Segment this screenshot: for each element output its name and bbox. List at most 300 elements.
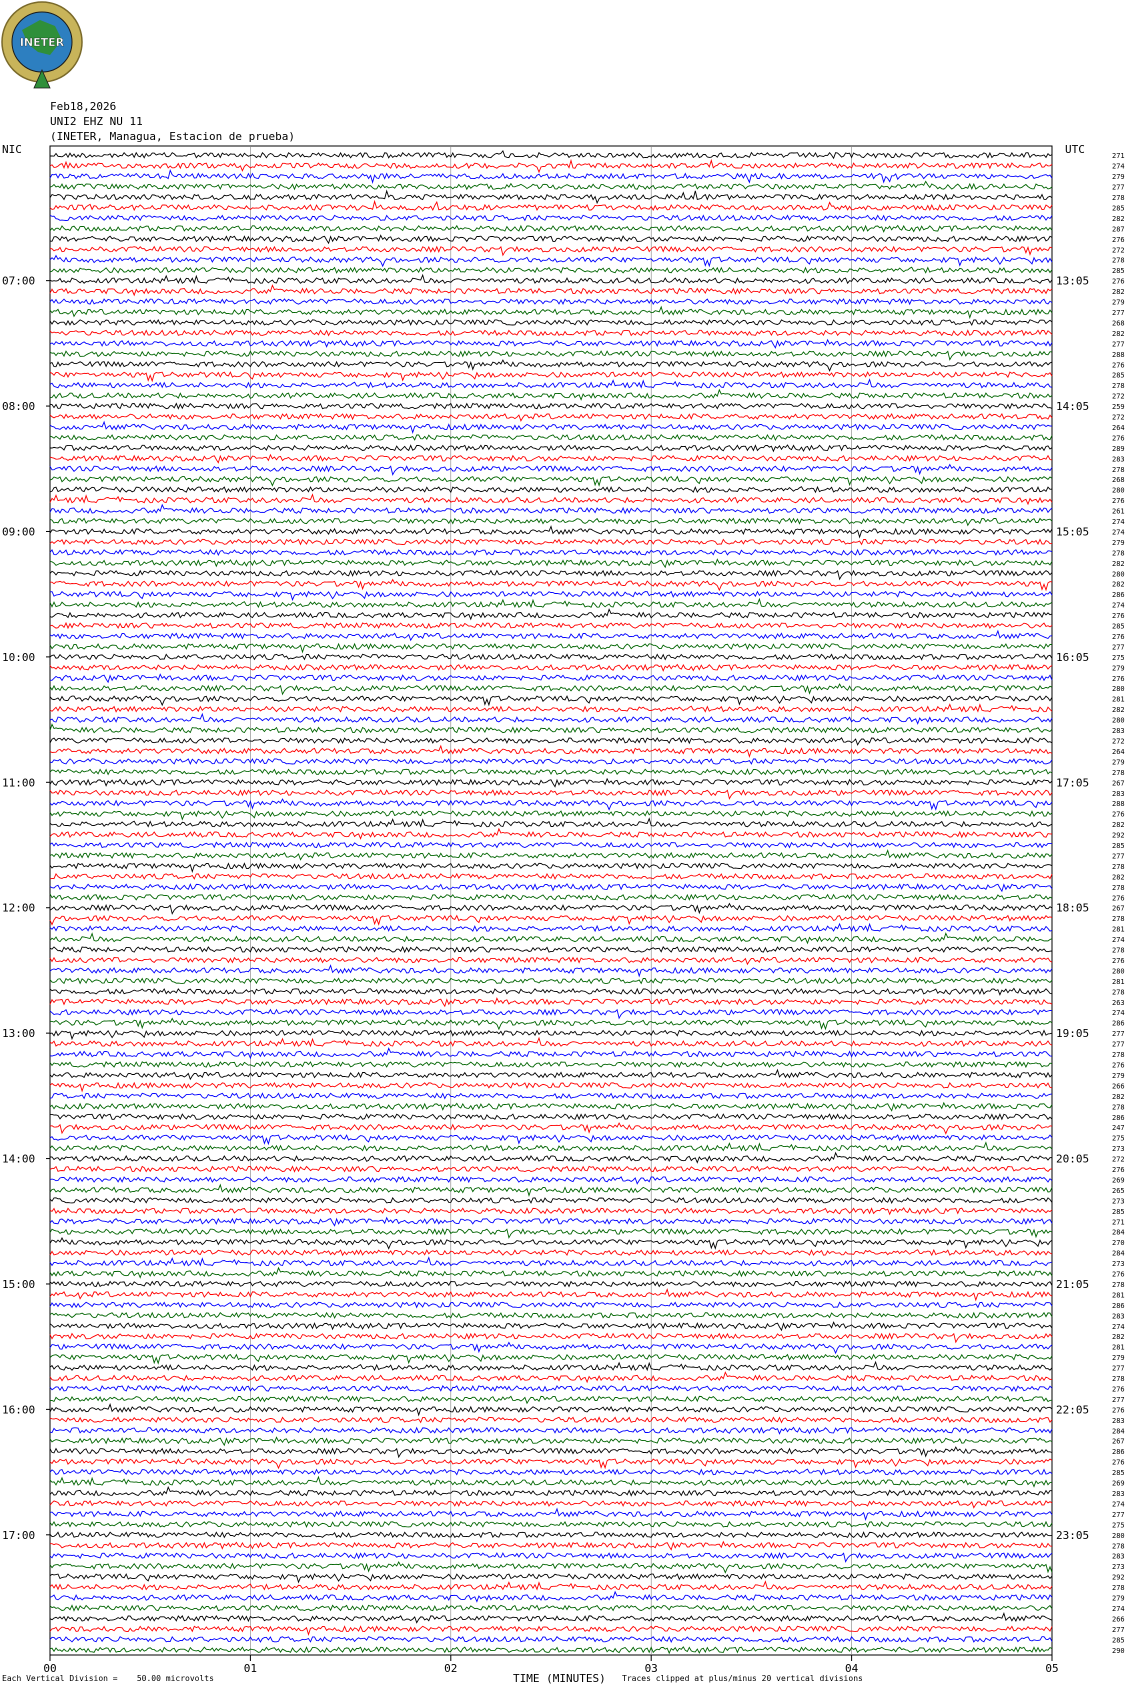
- trace-value-label: 278: [1112, 1051, 1125, 1060]
- trace-line: [50, 1509, 1052, 1520]
- trace-value-label: 289: [1112, 444, 1125, 453]
- trace-value-label: 267: [1112, 779, 1125, 788]
- trace-line: [50, 170, 1052, 182]
- trace-line: [50, 924, 1052, 931]
- trace-value-label: 271: [1112, 152, 1125, 161]
- trace-value-label: 279: [1112, 1354, 1125, 1363]
- trace-value-label: 285: [1112, 842, 1125, 851]
- trace-value-label: 276: [1112, 810, 1125, 819]
- trace-line: [50, 1522, 1052, 1527]
- trace-value-label: 278: [1112, 1584, 1125, 1593]
- trace-line: [50, 1501, 1052, 1508]
- x-tick-label: 04: [844, 1662, 859, 1675]
- trace-line: [50, 1258, 1052, 1266]
- trace-line: [50, 559, 1052, 567]
- trace-line: [50, 1268, 1052, 1278]
- trace-line: [50, 957, 1052, 964]
- trace-value-label: 282: [1112, 821, 1125, 830]
- trace-line: [50, 1362, 1052, 1370]
- trace-value-label: 276: [1112, 674, 1125, 683]
- trace-value-label: 269: [1112, 1176, 1125, 1185]
- trace-line: [50, 390, 1052, 400]
- trace-line: [50, 988, 1052, 994]
- trace-line: [50, 1647, 1052, 1653]
- trace-value-label: 276: [1112, 1458, 1125, 1467]
- trace-line: [50, 487, 1052, 493]
- trace-value-label: 282: [1112, 1092, 1125, 1101]
- trace-value-label: 276: [1112, 1385, 1125, 1394]
- trace-line: [50, 1123, 1052, 1134]
- trace-value-label: 282: [1112, 214, 1125, 223]
- trace-value-label: 272: [1112, 413, 1125, 422]
- trace-line: [50, 1143, 1052, 1151]
- trace-value-label: 276: [1112, 434, 1125, 443]
- x-tick-label: 02: [444, 1662, 458, 1675]
- right-hour-label: 23:05: [1056, 1528, 1090, 1542]
- trace-value-label: 274: [1112, 518, 1125, 527]
- left-hour-label: 17:00: [2, 1528, 36, 1542]
- trace-line: [50, 1198, 1052, 1203]
- right-hour-label: 18:05: [1056, 901, 1090, 915]
- trace-value-label: 278: [1112, 1542, 1125, 1551]
- trace-value-label: 281: [1112, 925, 1125, 934]
- trace-line: [50, 161, 1052, 173]
- trace-value-label: 282: [1112, 873, 1125, 882]
- trace-value-label: 273: [1112, 1197, 1125, 1206]
- trace-value-label: 278: [1112, 915, 1125, 924]
- trace-line: [50, 819, 1052, 827]
- trace-value-label: 279: [1112, 664, 1125, 673]
- trace-line: [50, 1070, 1052, 1079]
- trace-line: [50, 1153, 1052, 1163]
- trace-line: [50, 1083, 1052, 1091]
- trace-value-label: 271: [1112, 1218, 1125, 1227]
- trace-line: [50, 1626, 1052, 1634]
- x-tick-label: 03: [644, 1662, 658, 1675]
- trace-value-label: 281: [1112, 977, 1125, 986]
- trace-line: [50, 665, 1052, 671]
- trace-value-label: 278: [1112, 194, 1125, 203]
- trace-line: [50, 1093, 1052, 1098]
- trace-line: [50, 1477, 1052, 1487]
- trace-line: [50, 1542, 1052, 1550]
- trace-line: [50, 226, 1052, 232]
- trace-value-label: 276: [1112, 612, 1125, 621]
- trace-line: [50, 1229, 1052, 1238]
- trace-line: [50, 724, 1052, 732]
- trace-line: [50, 571, 1052, 580]
- trace-line: [50, 1447, 1052, 1457]
- trace-line: [50, 151, 1052, 158]
- trace-value-label: 278: [1112, 1280, 1125, 1289]
- right-hour-label: 22:05: [1056, 1403, 1090, 1417]
- trace-value-label: 272: [1112, 392, 1125, 401]
- trace-value-label: 276: [1112, 277, 1125, 286]
- trace-line: [50, 550, 1052, 555]
- trace-line: [50, 842, 1052, 847]
- trace-line: [50, 1281, 1052, 1286]
- trace-line: [50, 592, 1052, 600]
- trace-line: [50, 1103, 1052, 1111]
- trace-line: [50, 1322, 1052, 1330]
- trace-line: [50, 1114, 1052, 1119]
- trace-value-label: 283: [1112, 1416, 1125, 1425]
- trace-line: [50, 790, 1052, 799]
- trace-line: [50, 340, 1052, 348]
- trace-value-label: 274: [1112, 528, 1125, 537]
- trace-value-label: 286: [1112, 1019, 1125, 1028]
- trace-line: [50, 247, 1052, 256]
- trace-value-label: 276: [1112, 361, 1125, 370]
- trace-line: [50, 360, 1052, 371]
- right-hour-label: 17:05: [1056, 776, 1090, 790]
- trace-value-label: 282: [1112, 580, 1125, 589]
- trace-value-label: 278: [1112, 1103, 1125, 1112]
- trace-value-label: 264: [1112, 747, 1125, 756]
- right-hour-label: 20:05: [1056, 1152, 1090, 1166]
- logo-text: INETER: [19, 36, 65, 49]
- trace-value-label: 280: [1112, 716, 1125, 725]
- trace-line: [50, 181, 1052, 189]
- trace-line: [50, 1185, 1052, 1196]
- trace-value-label: 279: [1112, 538, 1125, 547]
- trace-line: [50, 285, 1052, 295]
- trace-line: [50, 874, 1052, 879]
- trace-value-label: 285: [1112, 267, 1125, 276]
- trace-value-label: 276: [1112, 1166, 1125, 1175]
- trace-line: [50, 1166, 1052, 1171]
- trace-value-label: 276: [1112, 235, 1125, 244]
- trace-value-label: 278: [1112, 988, 1125, 997]
- trace-value-label: 268: [1112, 476, 1125, 485]
- trace-line: [50, 455, 1052, 463]
- trace-value-label: 261: [1112, 507, 1125, 516]
- right-hour-label: 16:05: [1056, 650, 1090, 664]
- trace-line: [50, 256, 1052, 267]
- left-zone-label: NIC: [2, 143, 22, 156]
- trace-value-labels: [1112, 152, 1125, 1655]
- right-hour-label: 15:05: [1056, 525, 1090, 539]
- trace-value-label: 278: [1112, 862, 1125, 871]
- right-hour-label: 13:05: [1056, 274, 1090, 288]
- trace-line: [50, 811, 1052, 819]
- trace-value-label: 277: [1112, 183, 1125, 192]
- trace-line: [50, 599, 1052, 607]
- trace-line: [50, 477, 1052, 486]
- trace-value-label: 282: [1112, 559, 1125, 568]
- trace-value-label: 278: [1112, 768, 1125, 777]
- seismic-traces: [50, 151, 1052, 1653]
- trace-line: [50, 644, 1052, 652]
- trace-value-label: 280: [1112, 570, 1125, 579]
- trace-line: [50, 330, 1052, 335]
- trace-value-label: 278: [1112, 946, 1125, 955]
- trace-line: [50, 1010, 1052, 1019]
- trace-value-label: 276: [1112, 632, 1125, 641]
- trace-value-label: 281: [1112, 1343, 1125, 1352]
- trace-value-label: 268: [1112, 319, 1125, 328]
- trace-line: [50, 215, 1052, 220]
- right-zone-label: UTC: [1065, 143, 1085, 156]
- trace-value-label: 275: [1112, 1521, 1125, 1530]
- trace-line: [50, 275, 1052, 283]
- trace-value-label: 278: [1112, 549, 1125, 558]
- trace-value-label: 277: [1112, 1625, 1125, 1634]
- trace-line: [50, 1038, 1052, 1046]
- trace-line: [50, 947, 1052, 952]
- trace-value-label: 278: [1112, 465, 1125, 474]
- trace-value-label: 272: [1112, 737, 1125, 746]
- right-hour-label: 19:05: [1056, 1027, 1090, 1041]
- trace-value-label: 285: [1112, 1636, 1125, 1645]
- trace-line: [50, 414, 1052, 421]
- trace-value-label: 273: [1112, 1260, 1125, 1269]
- trace-value-label: 280: [1112, 486, 1125, 495]
- x-tick-label: 00: [43, 1662, 57, 1675]
- trace-line: [50, 674, 1052, 682]
- trace-line: [50, 1404, 1052, 1415]
- trace-line: [50, 779, 1052, 787]
- trace-value-label: 265: [1112, 1186, 1125, 1195]
- trace-line: [50, 746, 1052, 757]
- trace-line: [50, 738, 1052, 745]
- trace-line: [50, 759, 1052, 764]
- header-date: Feb18,2026: [50, 100, 117, 113]
- trace-line: [50, 1218, 1052, 1226]
- trace-value-label: 276: [1112, 497, 1125, 506]
- trace-value-label: 247: [1112, 1124, 1125, 1133]
- trace-line: [50, 631, 1052, 640]
- trace-line: [50, 445, 1052, 451]
- trace-line: [50, 527, 1052, 538]
- trace-value-label: 274: [1112, 1604, 1125, 1613]
- trace-value-label: 283: [1112, 727, 1125, 736]
- trace-line: [50, 609, 1052, 619]
- trace-value-label: 266: [1112, 1615, 1125, 1624]
- trace-line: [50, 684, 1052, 694]
- trace-value-label: 277: [1112, 643, 1125, 652]
- trace-value-label: 277: [1112, 852, 1125, 861]
- trace-value-label: 276: [1112, 956, 1125, 965]
- trace-line: [50, 1135, 1052, 1144]
- right-hour-label: 21:05: [1056, 1277, 1090, 1291]
- trace-value-label: 274: [1112, 1009, 1125, 1018]
- trace-line: [50, 1250, 1052, 1256]
- trace-value-label: 277: [1112, 1395, 1125, 1404]
- trace-value-label: 282: [1112, 288, 1125, 297]
- trace-value-label: 269: [1112, 1479, 1125, 1488]
- trace-line: [50, 1459, 1052, 1468]
- trace-value-label: 278: [1112, 256, 1125, 265]
- trace-value-label: 267: [1112, 904, 1125, 913]
- trace-value-label: 276: [1112, 894, 1125, 903]
- trace-line: [50, 380, 1052, 388]
- trace-line: [50, 465, 1052, 475]
- trace-line: [50, 1532, 1052, 1537]
- left-hour-label: 15:00: [2, 1277, 36, 1291]
- trace-line: [50, 863, 1052, 871]
- left-hour-label: 16:00: [2, 1403, 36, 1417]
- trace-line: [50, 894, 1052, 900]
- left-time-labels: [2, 143, 50, 1542]
- trace-line: [50, 829, 1052, 839]
- x-axis-title: TIME (MINUTES): [513, 1672, 606, 1685]
- trace-line: [50, 1334, 1052, 1343]
- trace-value-label: 286: [1112, 1301, 1125, 1310]
- left-hour-label: 12:00: [2, 901, 36, 915]
- trace-line: [50, 1177, 1052, 1184]
- trace-value-label: 280: [1112, 967, 1125, 976]
- trace-line: [50, 933, 1052, 943]
- trace-value-label: 273: [1112, 1563, 1125, 1572]
- trace-line: [50, 1062, 1052, 1067]
- trace-value-label: 288: [1112, 800, 1125, 809]
- trace-line: [50, 1372, 1052, 1382]
- trace-value-label: 279: [1112, 1071, 1125, 1080]
- trace-value-label: 282: [1112, 706, 1125, 715]
- trace-value-label: 292: [1112, 831, 1125, 840]
- trace-line: [50, 1313, 1052, 1318]
- trace-value-label: 292: [1112, 1573, 1125, 1582]
- trace-line: [50, 1574, 1052, 1582]
- trace-line: [50, 1396, 1052, 1403]
- trace-value-label: 272: [1112, 1155, 1125, 1164]
- trace-value-label: 275: [1112, 1134, 1125, 1143]
- trace-value-label: 278: [1112, 1375, 1125, 1384]
- trace-line: [50, 435, 1052, 440]
- trace-value-label: 274: [1112, 936, 1125, 945]
- trace-value-label: 276: [1112, 1270, 1125, 1279]
- trace-value-label: 285: [1112, 622, 1125, 631]
- trace-line: [50, 1437, 1052, 1445]
- trace-line: [50, 351, 1052, 360]
- trace-value-label: 290: [1112, 1646, 1125, 1655]
- trace-value-label: 284: [1112, 1249, 1125, 1258]
- trace-line: [50, 1302, 1052, 1307]
- trace-line: [50, 1386, 1052, 1391]
- left-hour-label: 11:00: [2, 776, 36, 790]
- trace-line: [50, 307, 1052, 318]
- trace-line: [50, 1048, 1052, 1058]
- trace-value-label: 285: [1112, 1207, 1125, 1216]
- trace-value-label: 263: [1112, 998, 1125, 1007]
- clip-note: Traces clipped at plus/minus 20 vertical divisions: [622, 1674, 863, 1683]
- trace-value-label: 277: [1112, 1030, 1125, 1039]
- trace-line: [50, 404, 1052, 409]
- trace-value-label: 286: [1112, 1113, 1125, 1122]
- trace-line: [50, 696, 1052, 705]
- trace-line: [50, 191, 1052, 203]
- trace-line: [50, 623, 1052, 628]
- trace-line: [50, 1030, 1052, 1039]
- trace-line: [50, 769, 1052, 774]
- trace-value-label: 275: [1112, 653, 1125, 662]
- trace-value-label: 283: [1112, 1490, 1125, 1499]
- trace-line: [50, 539, 1052, 544]
- left-hour-label: 08:00: [2, 400, 36, 414]
- trace-line: [50, 966, 1052, 977]
- trace-line: [50, 519, 1052, 526]
- trace-value-label: 283: [1112, 1552, 1125, 1561]
- trace-value-label: 266: [1112, 1082, 1125, 1091]
- trace-value-label: 284: [1112, 1427, 1125, 1436]
- trace-line: [50, 904, 1052, 914]
- trace-line: [50, 1238, 1052, 1249]
- trace-value-label: 277: [1112, 1510, 1125, 1519]
- trace-value-label: 282: [1112, 1333, 1125, 1342]
- trace-line: [50, 978, 1052, 983]
- trace-line: [50, 704, 1052, 711]
- trace-line: [50, 422, 1052, 433]
- trace-value-label: 274: [1112, 1322, 1125, 1331]
- right-time-labels: [1056, 143, 1089, 1542]
- trace-value-label: 274: [1112, 1500, 1125, 1509]
- left-hour-label: 09:00: [2, 525, 36, 539]
- trace-line: [50, 1582, 1052, 1590]
- trace-value-label: 279: [1112, 1594, 1125, 1603]
- trace-line: [50, 1553, 1052, 1562]
- trace-line: [50, 1208, 1052, 1214]
- x-tick-label: 01: [243, 1662, 258, 1675]
- trace-line: [50, 201, 1052, 210]
- scale-note: Each Vertical Division = 50.00 microvolts: [2, 1674, 214, 1683]
- trace-line: [50, 916, 1052, 925]
- trace-line: [50, 1605, 1052, 1610]
- trace-value-label: 278: [1112, 382, 1125, 391]
- trace-value-label: 277: [1112, 340, 1125, 349]
- trace-value-label: 281: [1112, 695, 1125, 704]
- trace-line: [50, 1019, 1052, 1030]
- trace-value-label: 283: [1112, 789, 1125, 798]
- trace-value-label: 279: [1112, 298, 1125, 307]
- trace-value-label: 270: [1112, 1239, 1125, 1248]
- trace-line: [50, 320, 1052, 325]
- trace-value-label: 286: [1112, 1448, 1125, 1457]
- trace-line: [50, 580, 1052, 591]
- trace-value-label: 279: [1112, 758, 1125, 767]
- trace-line: [50, 654, 1052, 659]
- trace-value-label: 280: [1112, 685, 1125, 694]
- trace-value-label: 277: [1112, 308, 1125, 317]
- trace-line: [50, 1343, 1052, 1354]
- left-hour-label: 07:00: [2, 274, 36, 288]
- trace-value-label: 283: [1112, 455, 1125, 464]
- trace-line: [50, 495, 1052, 505]
- trace-line: [50, 884, 1052, 891]
- trace-value-label: 278: [1112, 883, 1125, 892]
- left-hour-label: 13:00: [2, 1027, 36, 1041]
- trace-line: [50, 1562, 1052, 1573]
- trace-value-label: 285: [1112, 204, 1125, 213]
- trace-value-label: 264: [1112, 423, 1125, 432]
- trace-value-label: 274: [1112, 601, 1125, 610]
- header-location: (INETER, Managua, Estacion de prueba): [50, 130, 296, 143]
- header-station: UNI2 EHZ NU 11: [50, 115, 143, 128]
- trace-line: [50, 998, 1052, 1006]
- left-hour-label: 14:00: [2, 1152, 36, 1166]
- trace-line: [50, 1487, 1052, 1495]
- trace-line: [50, 1613, 1052, 1622]
- trace-line: [50, 714, 1052, 724]
- trace-line: [50, 1637, 1052, 1642]
- right-hour-label: 14:05: [1056, 400, 1090, 414]
- trace-line: [50, 267, 1052, 273]
- trace-value-label: 274: [1112, 162, 1125, 171]
- trace-value-label: 276: [1112, 1406, 1125, 1415]
- trace-value-label: 288: [1112, 350, 1125, 359]
- trace-value-label: 284: [1112, 1228, 1125, 1237]
- trace-line: [50, 299, 1052, 304]
